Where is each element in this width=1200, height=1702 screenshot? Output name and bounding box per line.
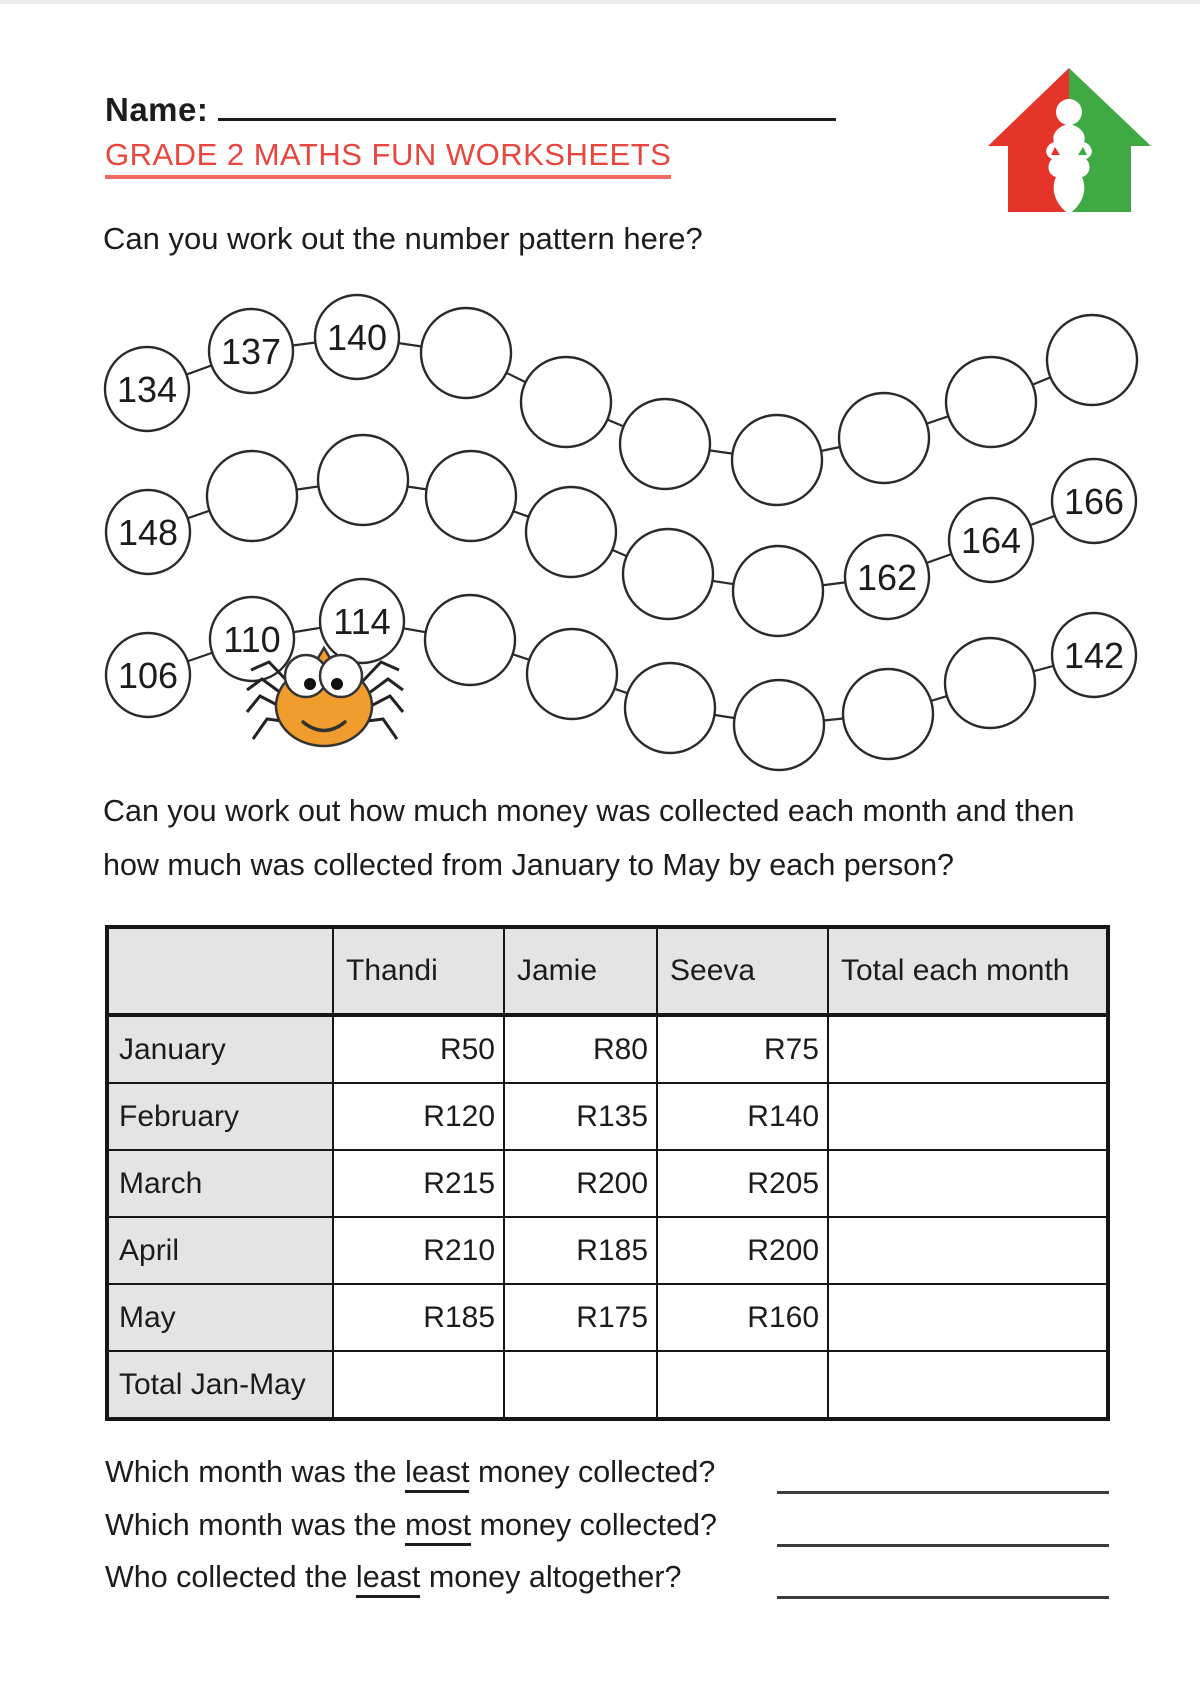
amount-cell: R75 bbox=[657, 1015, 828, 1083]
total-blank-cell[interactable] bbox=[828, 1351, 1108, 1419]
pattern-circle-blank[interactable] bbox=[843, 669, 933, 759]
total-blank-cell[interactable] bbox=[504, 1351, 657, 1419]
pattern-circle-blank[interactable] bbox=[421, 308, 511, 398]
pattern-circle-value: 164 bbox=[960, 520, 1022, 561]
pattern-circle-blank[interactable] bbox=[734, 680, 824, 770]
answer-line[interactable] bbox=[777, 1544, 1109, 1547]
spider-pupil-left bbox=[304, 678, 316, 690]
question-text: Which month was the bbox=[105, 1455, 406, 1489]
pattern-circle-value: 134 bbox=[116, 369, 178, 410]
total-month-blank-cell[interactable] bbox=[828, 1015, 1108, 1083]
table-row bbox=[107, 1015, 1108, 1083]
total-month-blank-cell[interactable] bbox=[828, 1083, 1108, 1150]
pattern-circle-value: 110 bbox=[223, 619, 281, 660]
total-blank-cell[interactable] bbox=[333, 1351, 504, 1419]
month-label: May bbox=[107, 1284, 333, 1351]
table-total-row bbox=[107, 1351, 1108, 1419]
bottom-questions bbox=[105, 1455, 1135, 1613]
number-pattern-chains bbox=[0, 284, 1200, 774]
pattern-circle-blank[interactable] bbox=[207, 451, 297, 541]
pattern-circle-blank[interactable] bbox=[625, 663, 715, 753]
table-header-row bbox=[107, 927, 1108, 1015]
logo-figure-head bbox=[1056, 99, 1082, 125]
amount-cell: R205 bbox=[657, 1150, 828, 1217]
total-row-label: Total Jan-May bbox=[107, 1351, 333, 1419]
question-text: money collected? bbox=[469, 1455, 716, 1489]
table-row bbox=[107, 1284, 1108, 1351]
table-row bbox=[107, 1150, 1108, 1217]
pattern-circle-blank[interactable] bbox=[526, 487, 616, 577]
pattern-circle-value: 137 bbox=[220, 331, 282, 372]
question-text: Which month was the bbox=[105, 1507, 406, 1542]
amount-cell: R200 bbox=[504, 1150, 657, 1217]
header-jamie: Jamie bbox=[504, 927, 657, 1015]
pattern-circle-value: 162 bbox=[856, 557, 918, 598]
pattern-circle-blank[interactable] bbox=[527, 629, 617, 719]
answer-line[interactable] bbox=[777, 1596, 1109, 1599]
question-text: money collected? bbox=[471, 1507, 717, 1542]
amount-cell: R200 bbox=[657, 1217, 828, 1284]
pattern-circle-blank[interactable] bbox=[945, 638, 1035, 728]
total-month-blank-cell[interactable] bbox=[828, 1217, 1108, 1284]
money-question-line2: how much was collected from January to May by each person? bbox=[103, 848, 955, 882]
pattern-circle-value: 106 bbox=[117, 655, 179, 696]
table-row bbox=[107, 1217, 1108, 1284]
pattern-circle-blank[interactable] bbox=[733, 546, 823, 636]
question-least-person bbox=[105, 1560, 1135, 1613]
pattern-circle-blank[interactable] bbox=[623, 529, 713, 619]
question-emphasis: least bbox=[405, 1455, 469, 1493]
worksheet-title: GRADE 2 MATHS FUN WORKSHEETS bbox=[105, 137, 671, 179]
money-question bbox=[103, 784, 1074, 892]
name-answer-line[interactable] bbox=[218, 90, 836, 121]
pattern-circle-value: 148 bbox=[117, 512, 179, 553]
amount-cell: R160 bbox=[657, 1284, 828, 1351]
month-label: April bbox=[107, 1217, 333, 1284]
pattern-question: Can you work out the number pattern here? bbox=[103, 221, 703, 256]
header-seeva: Seeva bbox=[657, 927, 828, 1015]
pattern-circle-blank[interactable] bbox=[732, 415, 822, 505]
question-emphasis: least bbox=[356, 1560, 420, 1598]
pattern-circle-value: 142 bbox=[1063, 635, 1125, 676]
header-total-each-month: Total each month bbox=[828, 927, 1108, 1015]
name-label: Name: bbox=[105, 91, 209, 128]
spider-eye-right bbox=[320, 655, 362, 697]
pattern-circle-blank[interactable] bbox=[426, 451, 516, 541]
answer-line[interactable] bbox=[777, 1491, 1109, 1494]
amount-cell: R80 bbox=[504, 1015, 657, 1083]
amount-cell: R140 bbox=[657, 1083, 828, 1150]
pattern-circle-value: 166 bbox=[1063, 481, 1125, 522]
pattern-circle-blank[interactable] bbox=[620, 399, 710, 489]
spider-illustration bbox=[245, 632, 405, 757]
header-blank-cell bbox=[107, 927, 333, 1015]
amount-cell: R135 bbox=[504, 1083, 657, 1150]
amount-cell: R185 bbox=[333, 1284, 504, 1351]
amount-cell: R120 bbox=[333, 1083, 504, 1150]
money-question-line1: Can you work out how much money was collected each month and then bbox=[103, 794, 1075, 828]
pattern-circle-value: 140 bbox=[326, 317, 388, 358]
total-blank-cell[interactable] bbox=[657, 1351, 828, 1419]
total-month-blank-cell[interactable] bbox=[828, 1150, 1108, 1217]
house-figure-logo bbox=[982, 62, 1157, 222]
total-month-blank-cell[interactable] bbox=[828, 1284, 1108, 1351]
table-row bbox=[107, 1083, 1108, 1150]
pattern-circle-blank[interactable] bbox=[521, 357, 611, 447]
question-text: Who collected the bbox=[105, 1560, 356, 1594]
amount-cell: R185 bbox=[504, 1217, 657, 1284]
month-label: February bbox=[107, 1083, 333, 1150]
logo-figure-tail bbox=[1064, 212, 1076, 222]
question-emphasis: most bbox=[405, 1508, 471, 1546]
pattern-circle-blank[interactable] bbox=[1047, 315, 1137, 405]
question-most-month bbox=[105, 1508, 1135, 1561]
spider-pupil-right bbox=[331, 678, 343, 690]
pattern-circle-blank[interactable] bbox=[839, 393, 929, 483]
month-label: January bbox=[107, 1015, 333, 1083]
header-thandi: Thandi bbox=[333, 927, 504, 1015]
name-row bbox=[105, 90, 836, 129]
pattern-circle-blank[interactable] bbox=[318, 435, 408, 525]
pattern-circle-blank[interactable] bbox=[425, 595, 515, 685]
month-label: March bbox=[107, 1150, 333, 1217]
amount-cell: R210 bbox=[333, 1217, 504, 1284]
amount-cell: R50 bbox=[333, 1015, 504, 1083]
pattern-circle-value: 114 bbox=[333, 601, 391, 642]
question-least-month bbox=[105, 1455, 1135, 1508]
question-text: money altogether? bbox=[420, 1560, 682, 1594]
pattern-circle-blank[interactable] bbox=[946, 357, 1036, 447]
amount-cell: R175 bbox=[504, 1284, 657, 1351]
money-table bbox=[105, 925, 1110, 1421]
amount-cell: R215 bbox=[333, 1150, 504, 1217]
